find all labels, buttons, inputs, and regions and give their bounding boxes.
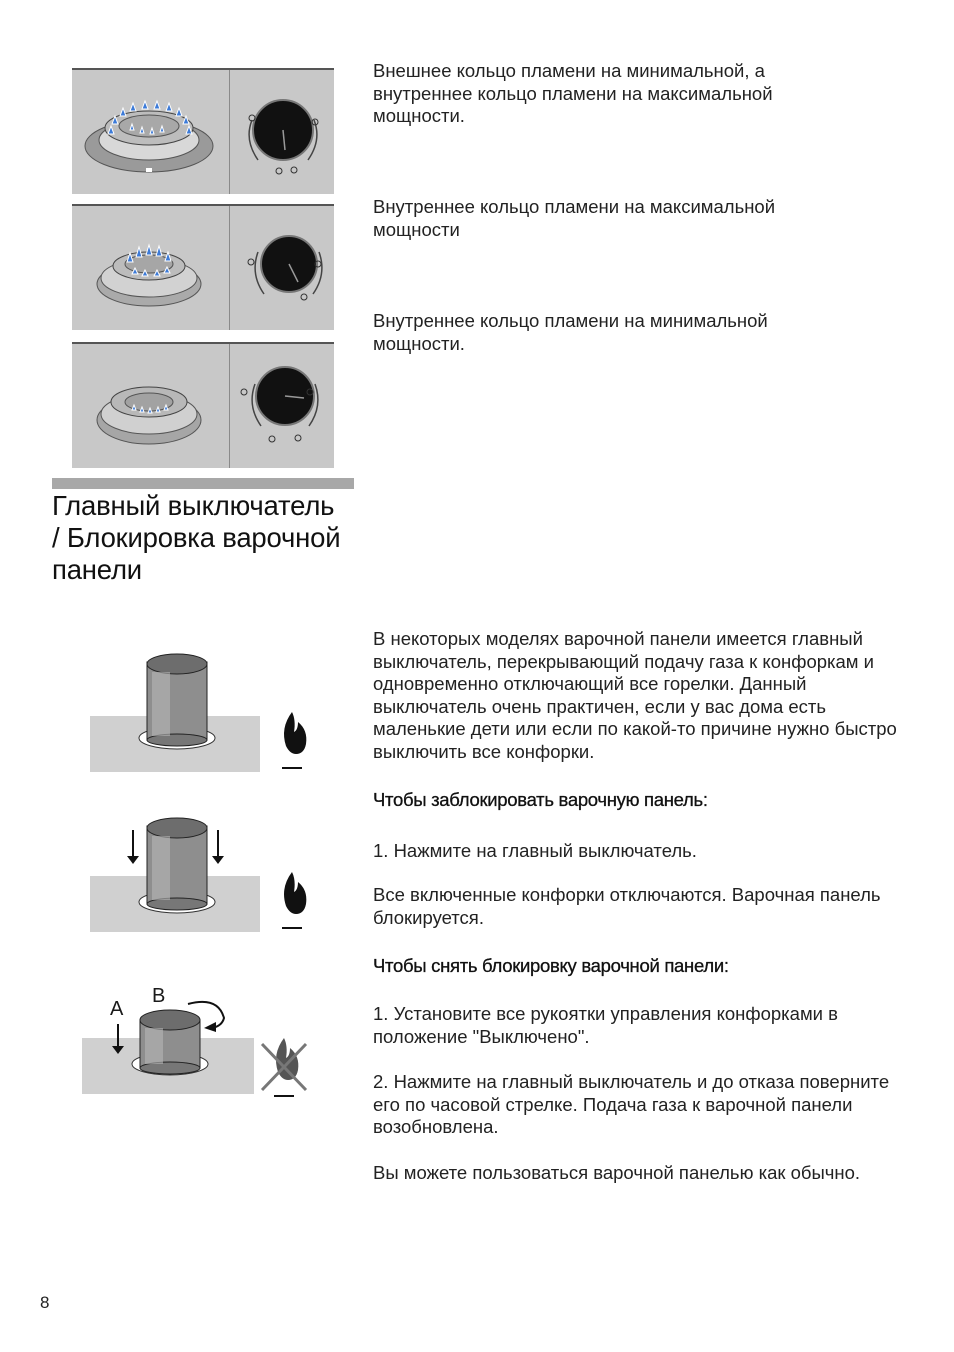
burner-state-text-2: Внутреннее кольцо пламени на максимальной мощности [373, 196, 776, 240]
burner-state-text-1: Внешнее кольцо пламени на минимальной, а внутреннее кольцо пламени на максимальной мощности. [373, 60, 773, 127]
label-a: A [110, 998, 124, 1020]
section-title: Главный выключатель / Блокировка варочной панели [52, 490, 341, 585]
unlock-step-2: 2. Нажмите на главный выключатель и до отказа поверните его по часовой стрелке. Подача газа к варочной панели возобновлена. [373, 1071, 890, 1138]
intro-paragraph: В некоторых моделях варочной панели имеется главный выключатель, перекрывающий подачу газа к конфоркам и одновременно отключающий все горелки. Данный выключатель очень практичен, если у вас дома есть маленькие дети или если по какой-то причине нужно быстро выключить все конфорки. [373, 628, 897, 762]
burner-state-text-3: Внутреннее кольцо пламени на минимальной мощности. [373, 310, 768, 354]
burner-figure-3 [72, 342, 334, 468]
burner-illustration [72, 70, 334, 194]
lock-result: Все включенные конфорки отключаются. Варочная панель блокируется. [373, 884, 881, 928]
section-divider [52, 478, 354, 489]
burner-illustration [72, 344, 334, 468]
burner-figure-2 [72, 204, 334, 330]
lock-heading: Чтобы заблокировать варочную панель: [373, 789, 708, 810]
switch-illustration-on [88, 652, 318, 777]
page-number: 8 [40, 1293, 50, 1312]
unlock-heading: Чтобы снять блокировку варочной панели: [373, 955, 729, 976]
unlock-note: Вы можете пользоваться варочной панелью как обычно. [373, 1162, 861, 1183]
unlock-step-1: 1. Установите все рукоятки управления конфорками в положение "Выключено". [373, 1003, 838, 1047]
burner-figure-1 [72, 68, 334, 194]
label-b: B [152, 985, 166, 1007]
switch-illustration-press [88, 812, 318, 937]
burner-illustration [72, 206, 334, 330]
lock-step-1: 1. Нажмите на главный выключатель. [373, 840, 697, 861]
